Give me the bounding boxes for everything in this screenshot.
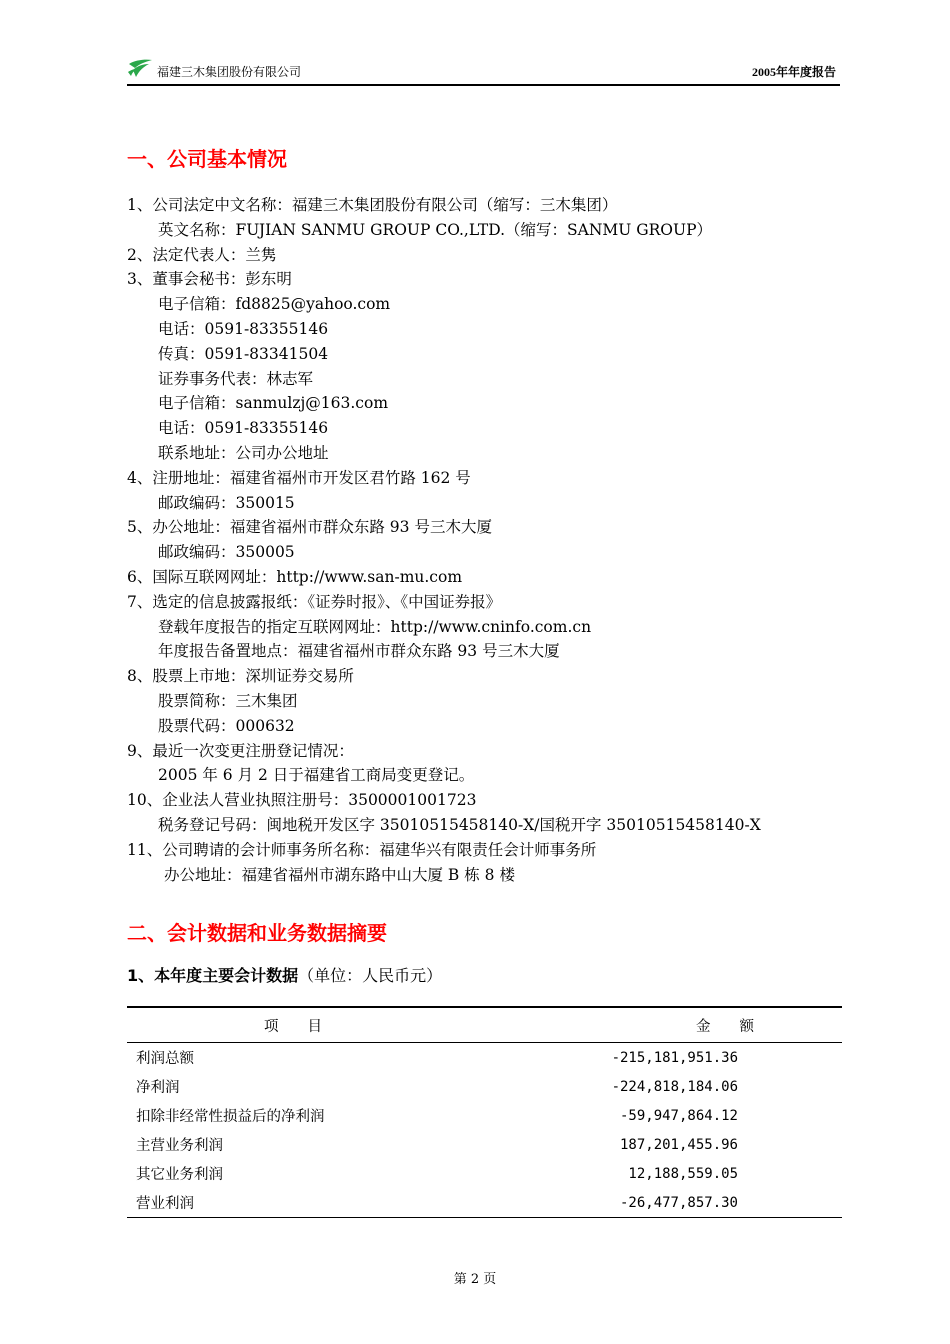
- row-amount-value: 12,188,559.05: [628, 1165, 738, 1182]
- table-row: [127, 1159, 842, 1188]
- header-company-name: 福建三木集团股份有限公司: [157, 65, 302, 79]
- row-item-label: 净利润: [136, 1080, 180, 1096]
- row-item-label: 扣除非经常性损益后的净利润: [136, 1109, 325, 1125]
- row-amount-value: -59,947,864.12: [619, 1107, 738, 1124]
- subheading-bold: 1、本年度主要会计数据: [127, 966, 299, 985]
- info-line: 3、董事会秘书：彭东明: [127, 270, 292, 289]
- table-row: [127, 1101, 842, 1130]
- column-header-amount: 金 额: [696, 1018, 754, 1035]
- info-line: 6、国际互联网网址：http://www.san-mu.com: [127, 567, 463, 586]
- info-line: 办公地址：福建省福州市湖东路中山大厦 B 栋 8 楼: [164, 865, 515, 884]
- info-line: 邮政编码：350005: [158, 543, 295, 562]
- info-line: 电话：0591-83355146: [158, 319, 329, 338]
- info-line: 1、公司法定中文名称：福建三木集团股份有限公司（缩写：三木集团）: [127, 196, 618, 214]
- info-line: 税务登记号码：闽地税开发区字 35010515458140-X/国税开字 35010515458140-X: [158, 815, 761, 834]
- table-header-row: [127, 1007, 842, 1043]
- company-info-list: [127, 193, 847, 887]
- info-line: 9、最近一次变更注册登记情况：: [127, 741, 354, 760]
- table-row: [127, 1130, 842, 1159]
- column-header-item: 项 目: [264, 1018, 322, 1035]
- info-line: 邮政编码：350015: [158, 493, 295, 512]
- page-number: 第 2 页: [453, 1272, 497, 1287]
- sanmu-logo-icon: [127, 58, 153, 78]
- info-line: 英文名称：FUJIAN SANMU GROUP CO.,LTD.（缩写：SANMU GROUP）: [158, 220, 713, 239]
- table-subheading: [127, 963, 442, 986]
- row-item-label: 利润总额: [136, 1051, 194, 1067]
- info-line: 4、注册地址：福建省福州市开发区君竹路 162 号: [127, 468, 471, 487]
- info-line: 年度报告备置地点：福建省福州市群众东路 93 号三木大厦: [158, 642, 560, 661]
- page-header: [127, 56, 840, 86]
- header-report-title: 2005年年度报告: [751, 65, 836, 79]
- info-line: 登载年度报告的指定互联网网址：http://www.cninfo.com.cn: [158, 617, 592, 636]
- table-row: [127, 1072, 842, 1101]
- info-line: 8、股票上市地：深圳证券交易所: [127, 667, 354, 686]
- row-amount-value: -215,181,951.36: [611, 1049, 738, 1066]
- info-line: 股票简称：三木集团: [158, 691, 298, 710]
- info-line: 7、选定的信息披露报纸：《证券时报》、《中国证券报》: [127, 592, 502, 611]
- row-amount-value: -224,818,184.06: [611, 1078, 738, 1095]
- info-line: 股票代码：000632: [158, 716, 295, 735]
- accounting-data-table: [127, 1006, 842, 1218]
- row-item-label: 主营业务利润: [136, 1138, 223, 1154]
- info-line: 电话：0591-83355146: [158, 419, 329, 438]
- table-row: [127, 1188, 842, 1218]
- subheading-unit: （单位：人民币元）: [298, 966, 443, 985]
- info-line: 传真：0591-83341504: [158, 344, 329, 363]
- row-amount-value: 187,201,455.96: [619, 1136, 738, 1153]
- info-line: 电子信箱：fd8825@yahoo.com: [158, 295, 391, 314]
- section-title-company-info: 一、公司基本情况: [127, 147, 287, 171]
- row-item-label: 其它业务利润: [136, 1167, 223, 1183]
- info-line: 电子信箱：sanmulzj@163.com: [158, 394, 389, 413]
- info-line: 证券事务代表：林志军: [158, 369, 314, 388]
- table-row: [127, 1043, 842, 1073]
- info-line: 5、办公地址：福建省福州市群众东路 93 号三木大厦: [127, 518, 492, 537]
- row-item-label: 营业利润: [136, 1196, 194, 1212]
- info-line: 10、企业法人营业执照注册号：3500001001723: [127, 791, 477, 810]
- row-amount-value: -26,477,857.30: [619, 1194, 738, 1211]
- info-line: 2005 年 6 月 2 日于福建省工商局变更登记。: [158, 766, 475, 785]
- info-line: 联系地址：公司办公地址: [158, 443, 329, 462]
- section-title-accounting-data: 二、会计数据和业务数据摘要: [127, 921, 387, 945]
- info-line: 11、公司聘请的会计师事务所名称：福建华兴有限责任会计师事务所: [127, 840, 597, 859]
- info-line: 2、法定代表人：兰隽: [127, 245, 277, 264]
